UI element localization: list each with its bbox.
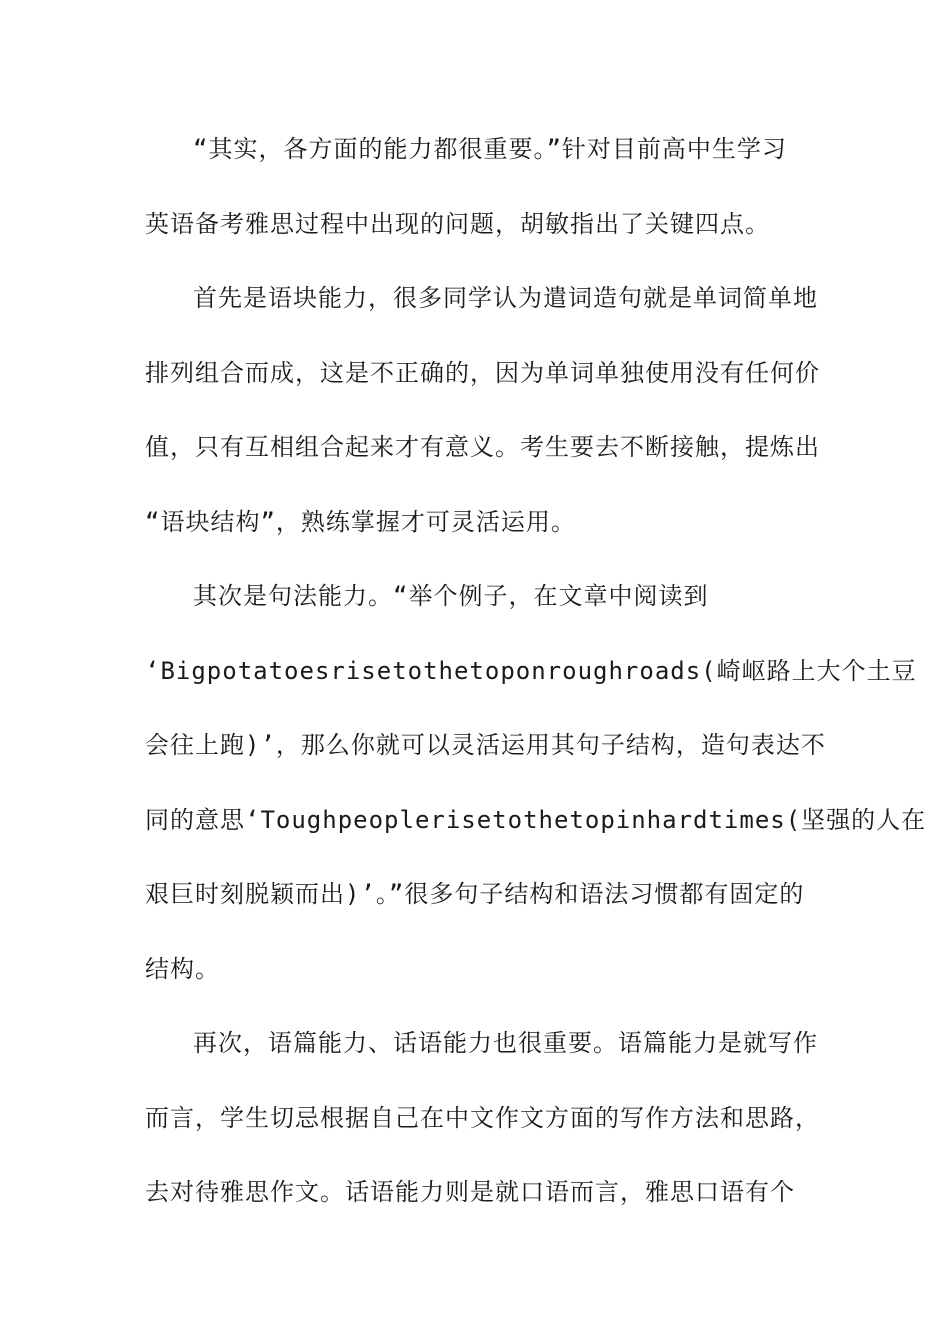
paragraph-4 xyxy=(145,1006,820,1230)
text-line: 值，只有互相组合起来才有意义。考生要去不断接触，提炼出 xyxy=(145,433,820,461)
text-line: 首先是语块能力，很多同学认为遣词造句就是单词简单地 xyxy=(193,284,818,312)
text-line: “其实，各方面的能力都很重要。”针对目前高中生学习 xyxy=(193,135,787,163)
text-line: 英语备考雅思过程中出现的问题，胡敏指出了关键四点。 xyxy=(145,209,770,238)
text-line: 会往上跑)’，那么你就可以灵活运用其句子结构，造句表达不 xyxy=(145,731,826,759)
text-line: 其次是句法能力。“举个例子，在文章中阅读到 xyxy=(193,582,709,610)
text-line: “语块结构”，熟练掌握才可灵活运用。 xyxy=(145,507,576,536)
text-line: 去对待雅思作文。话语能力则是就口语而言，雅思口语有个 xyxy=(145,1178,795,1206)
text-line: 艰巨时刻脱颖而出)’。”很多句子结构和语法习惯都有固定的 xyxy=(145,880,805,908)
text-line: 同的意思‘Toughpeoplerisetothetopinhardtimes(坚强的人在 xyxy=(145,805,927,834)
text-line: 结构。 xyxy=(145,954,220,983)
text-line: 再次，语篇能力、话语能力也很重要。语篇能力是就写作 xyxy=(193,1029,818,1057)
paragraph-3 xyxy=(145,559,927,1006)
paragraph-1 xyxy=(145,112,805,261)
text-line: ‘Bigpotatoesrisetothetoponroughroads(崎岖路上大个土豆 xyxy=(145,656,917,685)
paragraph-2 xyxy=(145,261,820,559)
document-body xyxy=(145,112,927,1230)
text-line: 排列组合而成，这是不正确的，因为单词单独使用没有任何价 xyxy=(145,358,820,387)
text-line: 而言，学生切忌根据自己在中文作文方面的写作方法和思路， xyxy=(145,1103,820,1132)
